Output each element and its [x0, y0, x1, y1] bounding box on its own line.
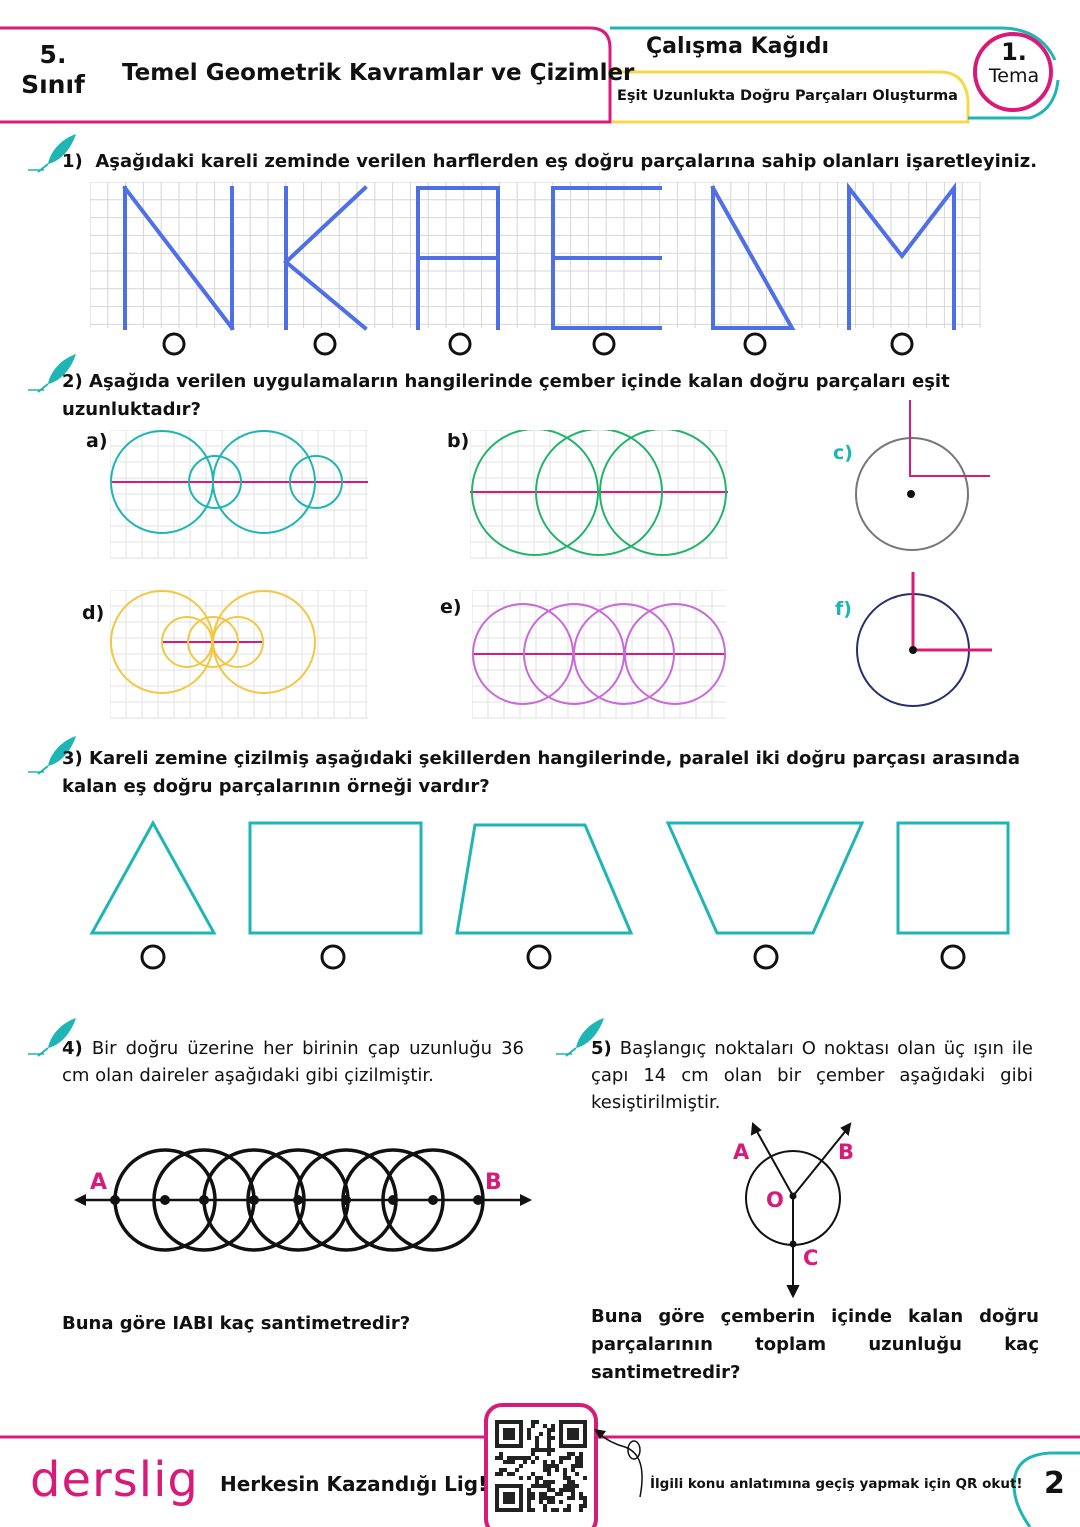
- q1-text: [62, 148, 1062, 176]
- q5-point-b: B: [838, 1140, 855, 1164]
- q2-question: Aşağıda verilen uygulamaların hangilerinde çember içinde kalan doğru parçaları eşit uzunluktadır?: [62, 371, 950, 420]
- q4-question: Bir doğru üzerine her birinin çap uzunluğu 36 cm olan daireler aşağıdaki gibi çizilmiştir.: [62, 1038, 524, 1086]
- q2-figure-d: [110, 590, 370, 720]
- q4-circles-diagram: [70, 1145, 540, 1255]
- q2-label-e: e): [440, 596, 462, 618]
- q4-number: 4): [62, 1038, 83, 1059]
- answer-circle-m[interactable]: [892, 334, 912, 354]
- theme-label: Tema: [988, 65, 1040, 87]
- theme-badge: [978, 40, 1050, 88]
- sheet-subtitle: Eşit Uzunlukta Doğru Parçaları Oluşturma: [617, 88, 958, 104]
- answer-circle-inverted-trapezoid[interactable]: [755, 946, 777, 968]
- derslig-logo: derslig: [30, 1452, 199, 1508]
- q2-label-f: f): [835, 598, 852, 620]
- answer-circle-rectangle[interactable]: [322, 946, 344, 968]
- q2-label-b: b): [447, 430, 470, 452]
- answer-circle-a[interactable]: [450, 334, 470, 354]
- q2-label-d: d): [82, 602, 105, 624]
- q2-figure-f: [850, 570, 1000, 715]
- q5-point-a: A: [733, 1140, 750, 1164]
- q2-figure-a: [110, 430, 370, 560]
- q1-letter-grid: [90, 182, 990, 362]
- q2-figure-b: [470, 430, 730, 560]
- q5-text: [591, 1035, 1033, 1116]
- q2-label-c: c): [833, 442, 853, 464]
- q5-question: Başlangıç noktaları O noktası olan üç ışın ile çapı 14 cm olan bir çember aşağıdaki gibi kesiştirilmiştir.: [591, 1038, 1033, 1113]
- page-number: 2: [1044, 1466, 1065, 1501]
- q3-shapes: [80, 815, 1030, 975]
- q2-number: 2): [62, 371, 83, 392]
- q3-text: [62, 745, 1052, 801]
- q4-point-a: A: [90, 1170, 108, 1195]
- page-title: Temel Geometrik Kavramlar ve Çizimler: [122, 60, 635, 86]
- q2-label-a: a): [86, 430, 108, 452]
- q2-figure-c: [850, 398, 1000, 558]
- answer-circle-k[interactable]: [315, 334, 335, 354]
- q5-ask: Buna göre çemberin içinde kalan doğru parçalarının toplam uzunluğu kaç santimetredir?: [591, 1306, 1039, 1383]
- q5-point-c: C: [803, 1246, 819, 1270]
- shape-triangle: [92, 823, 214, 933]
- shape-square: [898, 823, 1008, 933]
- q5-point-o: O: [766, 1188, 784, 1212]
- qr-code-icon[interactable]: [495, 1420, 587, 1512]
- shape-inverted-trapezoid: [668, 823, 862, 933]
- theme-number: 1.: [1001, 38, 1027, 66]
- q1-number: 1): [62, 151, 83, 172]
- answer-circle-e[interactable]: [594, 334, 614, 354]
- shape-trapezoid: [457, 825, 631, 933]
- footer-slogan: Herkesin Kazandığı Lig!: [220, 1472, 488, 1496]
- q1-question: Aşağıdaki kareli zeminde verilen harflerden eş doğru parçalarına sahip olanları işaretleyiniz.: [95, 151, 1038, 172]
- grade-label: 5. Sınıf: [21, 40, 85, 99]
- q2-figure-e: [472, 590, 728, 720]
- q3-number: 3): [62, 748, 83, 769]
- footer-qr-instruction: İlgili konu anlatımına geçiş yapmak için QR okut!: [650, 1476, 1023, 1492]
- answer-circle-l[interactable]: [745, 334, 765, 354]
- answer-circle-square[interactable]: [942, 946, 964, 968]
- shape-rectangle: [250, 823, 421, 933]
- answer-circle-triangle[interactable]: [142, 946, 164, 968]
- q3-question: Kareli zemine çizilmiş aşağıdaki şekillerden hangilerinde, paralel iki doğru parçası arasında kalan eş doğru parçalarının örneği vardır?: [62, 748, 1021, 797]
- q4-text: [62, 1035, 524, 1089]
- q4-point-b: B: [485, 1170, 502, 1195]
- answer-circle-trapezoid[interactable]: [528, 946, 550, 968]
- q4-ask: Buna göre IABI kaç santimetredir?: [62, 1313, 411, 1334]
- q5-number: 5): [591, 1038, 612, 1059]
- sheet-title: Çalışma Kağıdı: [646, 34, 830, 59]
- answer-circle-n[interactable]: [164, 334, 184, 354]
